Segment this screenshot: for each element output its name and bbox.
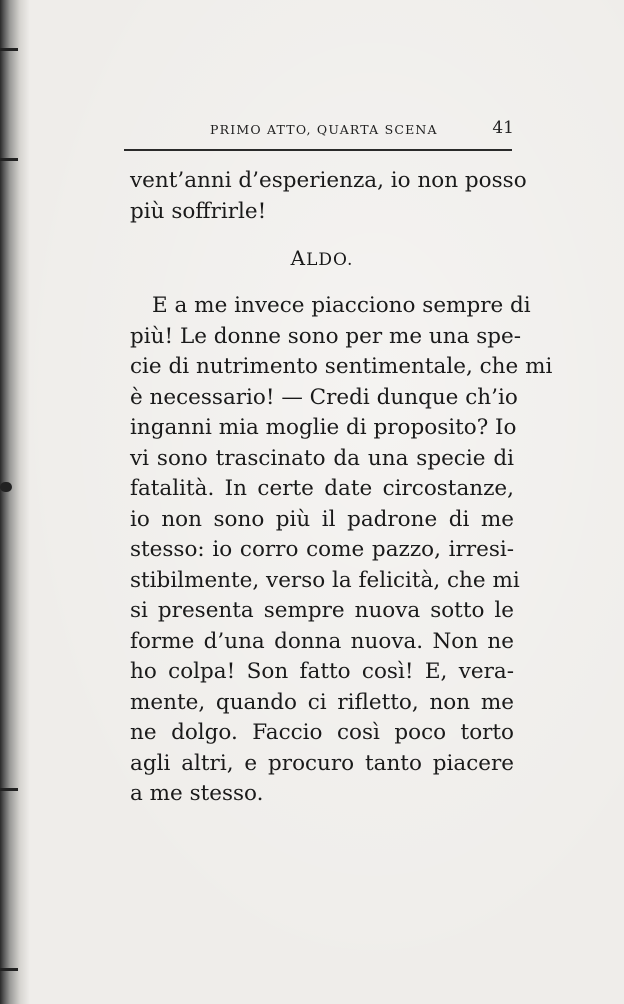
text-line: inganni mia moglie di proposito? Io bbox=[130, 415, 517, 440]
text-line: vi sono trascinato da una specie di bbox=[130, 445, 514, 471]
binding-thread-mark bbox=[0, 158, 18, 161]
text-line: agli altri, e procuro tanto piacere bbox=[130, 750, 514, 776]
speaker-initial: A bbox=[290, 246, 307, 270]
text-line: mente, quando ci rifletto, non me bbox=[130, 689, 514, 715]
text-line: stesso: io corro come pazzo, irresi- bbox=[130, 537, 514, 562]
text-line: ho colpa! Son fatto così! E, vera- bbox=[130, 659, 514, 684]
text-line: più soffrirle! bbox=[130, 198, 267, 224]
book-binding-edge bbox=[0, 0, 30, 1004]
text-line: ne dolgo. Faccio così poco torto bbox=[130, 720, 514, 745]
binding-thread-mark bbox=[0, 482, 12, 492]
text-line: vent’anni d’esperienza, io non posso bbox=[130, 168, 527, 193]
text-line: stibilmente, verso la felicità, che mi bbox=[130, 567, 520, 593]
header-rule bbox=[124, 149, 512, 151]
running-head bbox=[126, 118, 516, 142]
text-line: forme d’una donna nuova. Non ne bbox=[130, 628, 514, 654]
speaker-rest: LDO. bbox=[306, 250, 354, 270]
text-line: cie di nutrimento sentimentale, che mi bbox=[130, 354, 553, 379]
text-line: si presenta sempre nuova sotto le bbox=[130, 598, 514, 623]
text-line: a me stesso. bbox=[130, 781, 264, 806]
running-title: PRIMO ATTO, QUARTA SCENA bbox=[210, 122, 438, 137]
text-line: io non sono più il padrone di me bbox=[130, 506, 514, 532]
main-text bbox=[130, 166, 553, 810]
text-line: fatalità. In certe date circostanze, bbox=[130, 476, 514, 501]
text-line: è necessario! — Credi dunque ch’io bbox=[130, 384, 518, 410]
binding-thread-mark bbox=[0, 48, 18, 51]
text-line: più! Le donne sono per me una spe- bbox=[130, 323, 522, 349]
binding-thread-mark bbox=[0, 968, 18, 971]
text-line: E a me invece piacciono sempre di bbox=[152, 293, 531, 318]
binding-thread-mark bbox=[0, 788, 18, 791]
page-number: 41 bbox=[492, 118, 514, 138]
speaker-name bbox=[130, 243, 514, 273]
